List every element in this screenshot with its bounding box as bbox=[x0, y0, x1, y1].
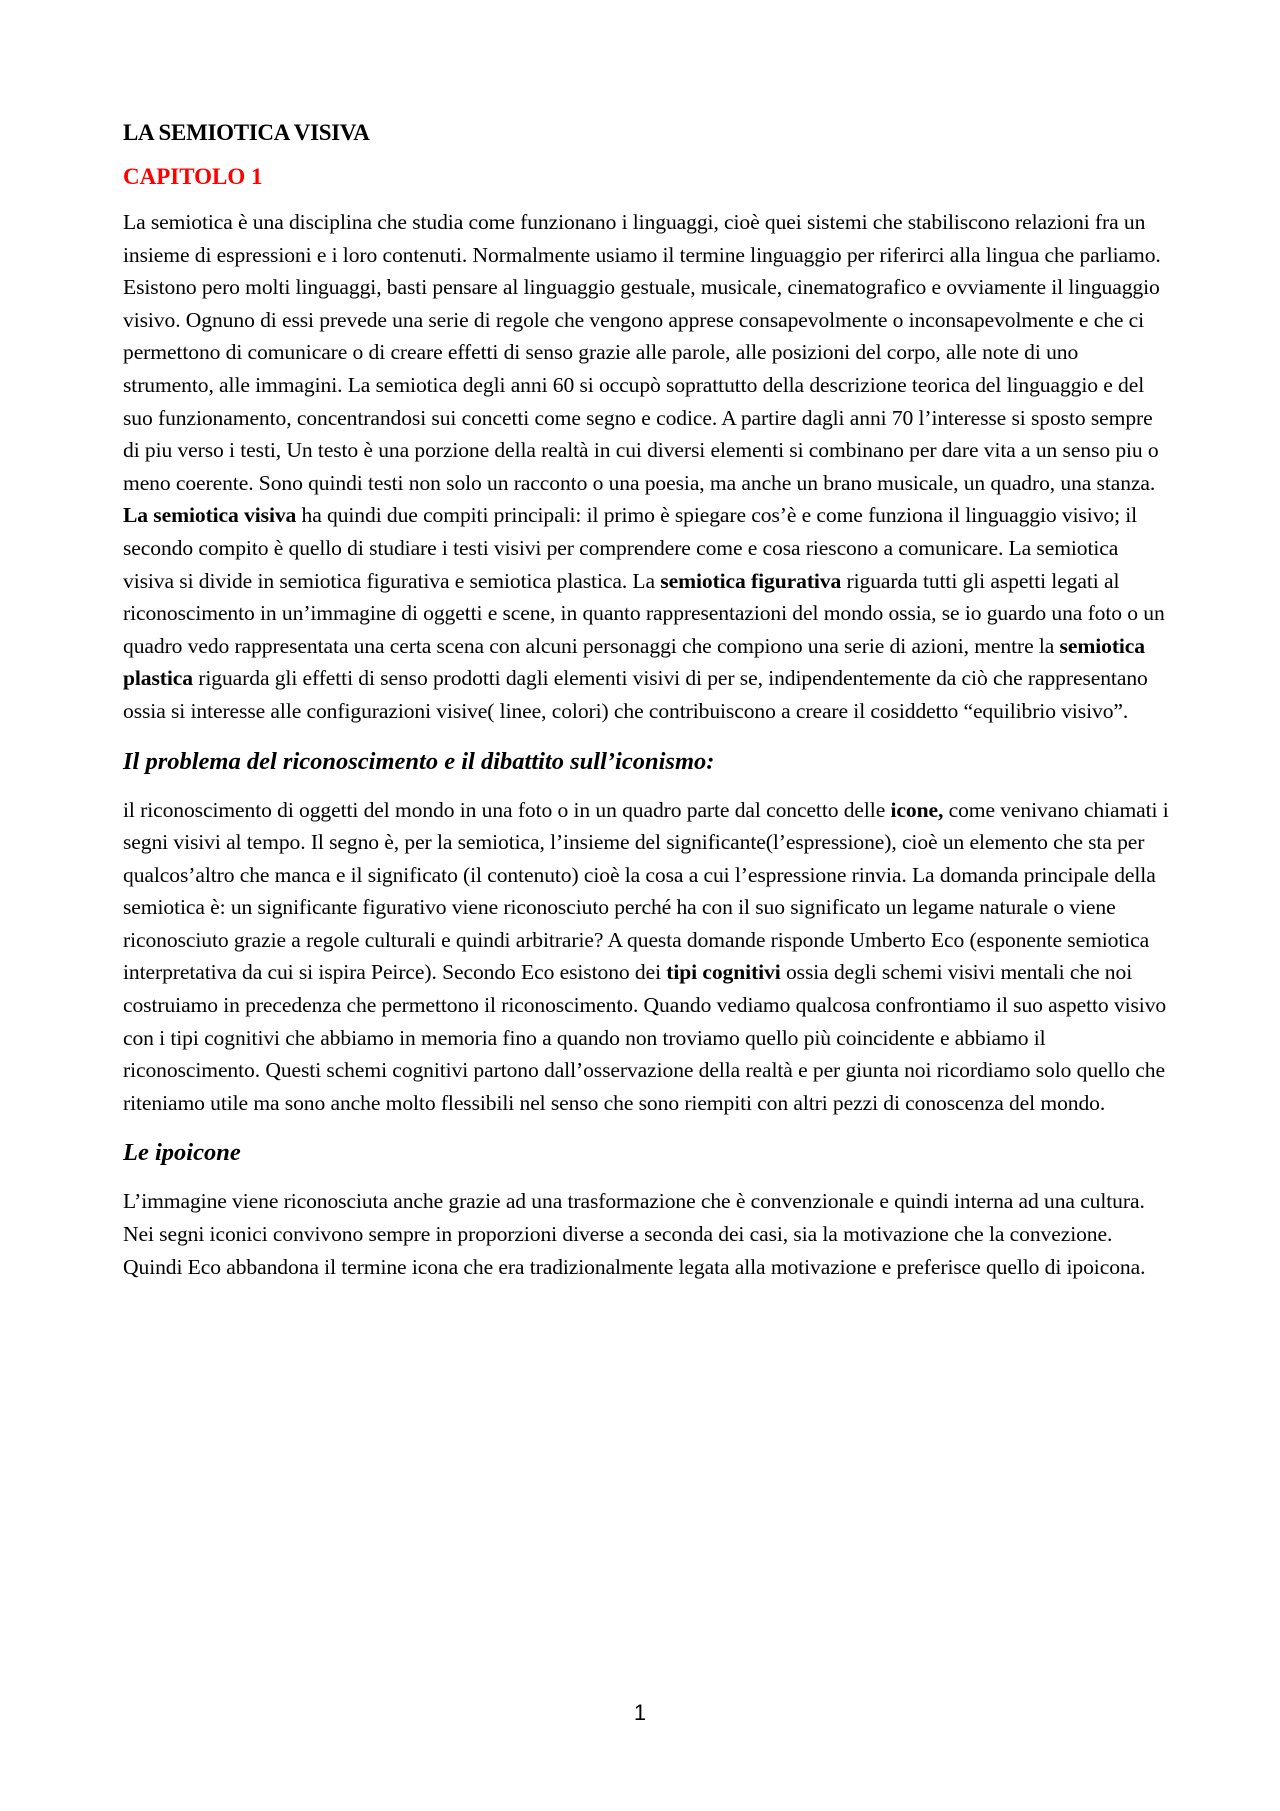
intro-text-2: ha quindi due compiti principali: il primo è spiegare cos’è e come funziona il linguaggio visivo; il secondo compito è quello di studiare i testi visivi per comprendere come e cosa riescono a comunicare. La semiotica visiva si divide in semiotica figurativa e semiotica plastica. La bbox=[123, 503, 1138, 593]
intro-bold-semiotica-plastica: semiotica plastica bbox=[123, 633, 1145, 691]
riconoscimento-bold-tipi-cognitivi: tipi cognitivi bbox=[666, 960, 781, 985]
ipoicone-paragraph: L’immagine viene riconosciuta anche grazie ad una trasformazione che è convenzionale e quindi interna ad una cultura. Nei segni iconici convivono sempre in proporzioni diverse a seconda dei casi, sia la motivazione che la convezione. Quindi Eco abbandona il termine icona che era tradizionalmente legata alla motivazione e preferisce quello di ipoicona. bbox=[123, 1189, 1146, 1279]
page-number: 1 bbox=[633, 1700, 647, 1725]
section-heading-ipoicone: Le ipoicone bbox=[123, 1139, 241, 1167]
riconoscimento-text-2: come venivano chiamati i segni visivi al tempo. Il segno è, per la semiotica, l’insieme del significante(l’espressione), cioè un elemento che sta per qualcos’altro che manca e il significato (il contenuto) cioè la cosa a cui l’espressione rinvia. La domanda principale della semiotica è: un significante figurativo viene riconosciuto perché ha con il suo significato un legame naturale o viene riconosciuto grazie a regole culturali e quindi arbitrarie? A questa domande risponde Umberto Eco (esponente semiotica interpretativa da cui si ispira Peirce). Secondo Eco esistono dei bbox=[123, 797, 1169, 985]
intro-bold-semiotica-figurativa: semiotica figurativa bbox=[660, 568, 842, 593]
section-heading-riconoscimento: Il problema del riconoscimento e il dibattito sull’iconismo: bbox=[123, 747, 715, 775]
riconoscimento-paragraph bbox=[123, 794, 1173, 1120]
document-page bbox=[123, 118, 1173, 1283]
intro-bold-semiotica-visiva: La semiotica visiva bbox=[123, 503, 297, 528]
intro-text-1: La semiotica è una disciplina che studia come funzionano i linguaggi, cioè quei sistemi che stabiliscono relazioni fra un insieme di espressioni e i loro contenuti. Normalmente usiamo il termine linguaggio per riferirci alla lingua che parliamo. Esistono pero molti linguaggi, basti pensare al linguaggio gestuale, musicale, cinematografico e ovviamente il linguaggio visivo. Ognuno di essi prevede una serie di regole che vengono apprese consapevolmente o inconsapevolmente e che ci permettono di comunicare o di creare effetti di senso grazie alle parole, alle posizioni del corpo, alle note di uno strumento, alle immagini. La semiotica degli anni 60 si occupò soprattutto della descrizione teorica del linguaggio e del suo funzionamento, concentrandosi sui concetti come segno e codice. A partire dagli anni 70 l’interesse si sposto sempre di piu verso i testi, Un testo è una porzione della realtà in cui diversi elementi si combinano per dare vita a un senso piu o meno coerente. Sono quindi testi non solo un racconto o una poesia, ma anche un brano musicale, un quadro, una stanza. bbox=[123, 210, 1161, 495]
riconoscimento-bold-icone: icone, bbox=[890, 797, 944, 822]
intro-text-4: riguarda gli effetti di senso prodotti dagli elementi visivi di per se, indipendentemente da ciò che rappresentano ossia si interesse alle configurazioni visive( linee, colori) che contribuiscono a creare il cosiddetto “equilibrio visivo”. bbox=[123, 666, 1148, 723]
riconoscimento-text-1: il riconoscimento di oggetti del mondo in una foto o in un quadro parte dal concetto delle bbox=[123, 797, 891, 822]
riconoscimento-text-3: ossia degli schemi visivi mentali che noi costruiamo in precedenza che permettono il riconoscimento. Quando vediamo qualcosa confrontiamo il suo aspetto visivo con i tipi cognitivi che abbiamo in memoria fino a quando non troviamo quello più coincidente e abbiamo il riconoscimento. Questi schemi cognitivi partono dall’osservazione della realtà e per giunta noi ricordiamo solo quello che riteniamo utile ma sono anche molto flessibili nel senso che sono riempiti con altri pezzi di conoscenza del mondo. bbox=[123, 960, 1167, 1115]
document-title: LA SEMIOTICA VISIVA bbox=[123, 120, 370, 145]
intro-paragraph bbox=[123, 206, 1173, 728]
chapter-title: CAPITOLO 1 bbox=[123, 164, 263, 189]
intro-text-3: riguarda tutti gli aspetti legati al riconoscimento in un’immagine di oggetti e scene, in quanto rappresentazioni del mondo ossia, se io guardo una foto o un quadro vedo rappresentata una certa scena con alcuni personaggi che compiono una serie di azioni, mentre la bbox=[123, 568, 1165, 658]
